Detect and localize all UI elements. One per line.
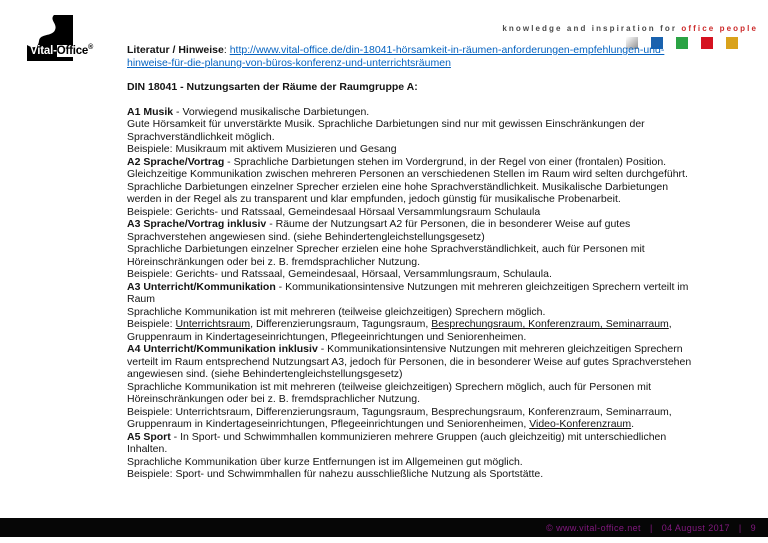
text-segment: - Kommunikationsintensive Nutzungen mit mehreren gleichzeitigen Sprechern verteilt im Raum bbox=[127, 280, 689, 305]
tagline-highlight: office people bbox=[681, 24, 758, 33]
text-segment: - Kommunikationsintensive Nutzungen mit mehreren gleichzeitigen Sprechern verteilt im Raum entsprechend Nutzungsart A3, jedoch für Personen, die in besonderer Weise auf gutes Sprachverstehen angewiesen sind. (siehe Behindertengleichstellungsgesetz) bbox=[127, 343, 692, 380]
text-segment: Besprechungsraum, Konferenzraum, Seminarraum bbox=[431, 318, 669, 330]
text-segment: Literatur / Hinweise bbox=[127, 44, 224, 56]
paragraph bbox=[127, 406, 695, 431]
brand-square-yellow bbox=[726, 37, 738, 49]
text-segment: - In Sport- und Schwimmhallen kommunizieren mehrere Gruppen (auch gleichzeitig) mit unterschiedlichen Inhalten. bbox=[127, 430, 667, 455]
text-segment: Beispiele: Gerichts- und Ratssaal, Gemeindesaal Hörsaal Versammlungsraum Schulaula bbox=[127, 205, 541, 218]
paragraph bbox=[127, 306, 695, 319]
a1-musik bbox=[127, 106, 695, 119]
text-segment: A3 Unterricht/Kommunikation bbox=[127, 280, 276, 293]
footer-separator: | bbox=[738, 522, 742, 533]
footer-copyright-url[interactable]: © www.vital-office.net bbox=[546, 522, 641, 533]
text-segment: , Differenzierungsraum, Tagungsraum, bbox=[250, 318, 432, 330]
footer-separator: | bbox=[649, 522, 653, 533]
paragraph bbox=[127, 118, 695, 143]
text-segment: Sprachliche Kommunikation über kurze Entfernungen ist im Allgemeinen gut möglich. bbox=[127, 455, 523, 468]
text-segment: A3 Sprache/Vortrag inklusiv bbox=[127, 218, 267, 230]
paragraph bbox=[127, 456, 695, 469]
literatur-hinweise bbox=[127, 44, 695, 69]
registered-mark: ® bbox=[88, 44, 94, 51]
paragraph bbox=[127, 243, 695, 268]
text-segment: Beispiele: Musikraum mit aktivem Musizieren und Gesang bbox=[127, 143, 397, 155]
a3-unterricht-kommunikation bbox=[127, 281, 695, 306]
text-segment: Sprachliche Kommunikation ist mit mehreren (teilweise gleichzeitigen) Sprechern möglich. bbox=[127, 305, 546, 318]
tagline-prefix: knowledge and inspiration for bbox=[502, 24, 682, 33]
footer-date: 04 August 2017 bbox=[661, 522, 730, 533]
text-segment: A1 Musik bbox=[127, 105, 174, 118]
text-segment: Sprachliche Darbietungen einzelner Sprecher erzielen eine hohe Sprachverständlichkeit, auch für Personen mit Höreinschränkungen oder bei z. B. fremdsprachlicher Nutzung. bbox=[127, 243, 645, 268]
paragraph bbox=[127, 381, 695, 406]
text-segment: A2 Sprache/Vortrag bbox=[127, 155, 225, 168]
document-body bbox=[127, 44, 695, 481]
brand-square-red bbox=[701, 37, 713, 49]
a2-sprache-vortrag bbox=[127, 156, 695, 181]
logo-wordmark bbox=[30, 44, 95, 57]
text-segment: Gute Hörsamkeit für unverstärkte Musik. Sprachliche Darbietungen sind nur mit gewissen Einschränkungen der Sprachverständlichkeit möglich. bbox=[127, 118, 645, 143]
text-segment: . bbox=[631, 418, 635, 430]
paragraph bbox=[127, 181, 695, 206]
a4-unterricht-kommunikation-inklusiv bbox=[127, 343, 695, 381]
footer-bar bbox=[0, 518, 768, 537]
tagline bbox=[502, 24, 758, 33]
text-segment: Beispiele: Sport- und Schwimmhallen für nahezu ausschließliche Nutzung als Sportstätte. bbox=[127, 468, 544, 480]
text-segment: DIN 18041 - Nutzungsarten der Räume der Raumgruppe A: bbox=[127, 81, 418, 93]
logo-text-vital: Vital- bbox=[30, 44, 57, 57]
text-segment: - Sprachliche Darbietungen stehen im Vordergrund, in der Regel von einer (frontalen) Position. Gleichzeitige Kommunikation zwischen mehreren Personen an verschiedenen Stellen im Raum wird selten durchgeführt. bbox=[127, 155, 688, 180]
hyperlink[interactable]: http://www.vital-office.de/din-18041-hörsamkeit-in-räumen-anforderungen-empfehlungen-und-hinweise-für-die-planung-von-büros-konferenz-und-unterrichtsräumen bbox=[127, 44, 665, 69]
a3-sprache-vortrag-inklusiv bbox=[127, 218, 695, 243]
text-segment: Sprachliche Kommunikation ist mit mehreren (teilweise gleichzeitigen) Sprechern möglich, auch für Personen mit Höreinschränkungen oder bei z. B. fremdsprachlicher Nutzung. bbox=[127, 380, 652, 405]
text-segment: A5 Sport bbox=[127, 430, 171, 443]
logo-text-office: Office® bbox=[56, 44, 94, 57]
text-segment: : bbox=[223, 44, 230, 56]
text-segment: Unterrichtsraum bbox=[175, 318, 251, 330]
footer-page-number: 9 bbox=[750, 522, 756, 533]
text-segment: A4 Unterricht/Kommunikation inklusiv bbox=[127, 343, 318, 355]
text-segment: Video-Konferenzraum bbox=[529, 418, 632, 430]
paragraph bbox=[127, 468, 695, 481]
text-segment: Sprachliche Darbietungen einzelner Sprecher erzielen eine hohe Sprachverständlichkeit. Musikalische Darbietungen werden in der Regel als zu transparent und klar empfunden, jedoch günstig für musikalische Probenarbeit. bbox=[127, 180, 669, 205]
text-segment: Beispiele: bbox=[127, 318, 176, 330]
a5-sport bbox=[127, 431, 695, 456]
text-segment: Beispiele: Gerichts- und Ratssaal, Gemeindesaal, Hörsaal, Versammlungsraum, Schulaula. bbox=[127, 268, 552, 280]
din-heading bbox=[127, 81, 695, 94]
paragraph bbox=[127, 143, 695, 156]
paragraph bbox=[127, 318, 695, 343]
text-segment: - Räume der Nutzungsart A2 für Personen, die in besonderer Weise auf gutes Sprachverstehen angewiesen sind. (siehe Behindertengleichstellungsgesetz) bbox=[127, 218, 631, 243]
paragraph bbox=[127, 268, 695, 281]
text-segment: Beispiele: Unterrichtsraum, Differenzierungsraum, Tagungsraum, Besprechungsraum, Konferenzraum, Seminarraum, Gruppenraum in Kindertageseinrichtungen, Pflegeeinrichtungen und Seniorenheimen, bbox=[127, 405, 672, 430]
text-segment: , Gruppenraum in Kindertageseinrichtungen, Pflegeeinrichtungen und Seniorenheimen. bbox=[127, 318, 672, 343]
text-segment: - Vorwiegend musikalische Darbietungen. bbox=[173, 105, 370, 118]
paragraph bbox=[127, 206, 695, 219]
